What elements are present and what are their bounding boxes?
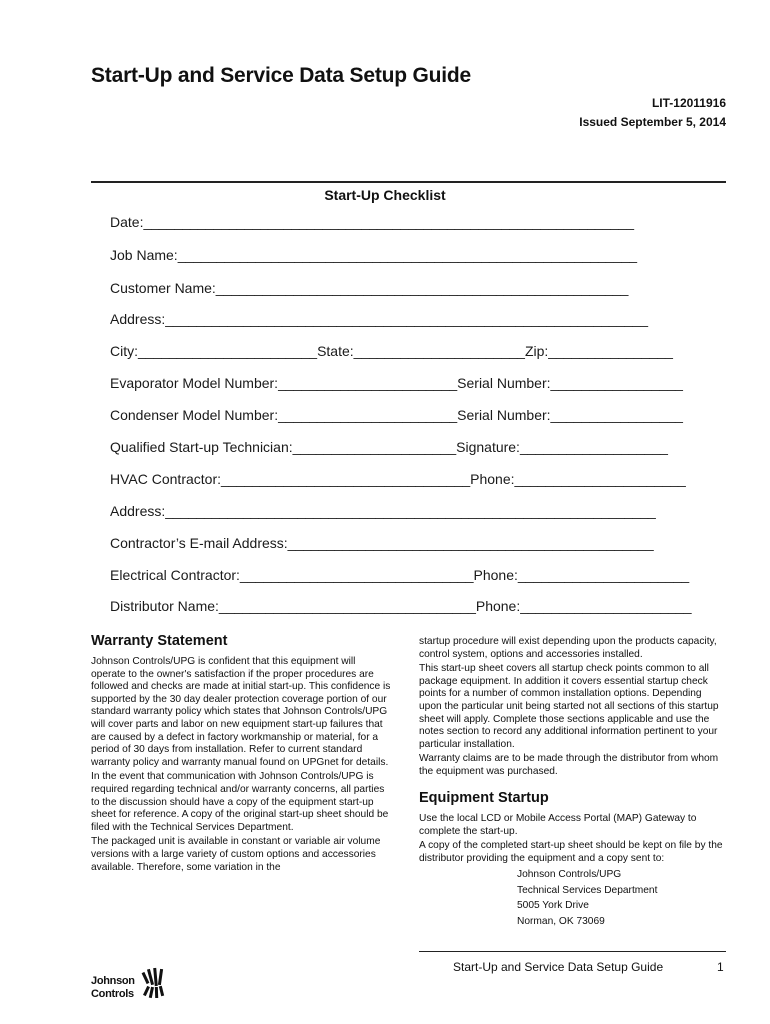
field-address[interactable]: Address:______________________________________________________________ [110, 311, 648, 327]
equipment-paragraph: Use the local LCD or Mobile Access Portal (MAP) Gateway to complete the start-up. [419, 813, 697, 837]
top-rule [91, 181, 726, 183]
checklist-title: Start-Up Checklist [324, 187, 446, 203]
lit-number: LIT-12011916 [651, 96, 726, 110]
logo-line-1: Johnson [91, 975, 135, 987]
mailing-address [419, 867, 727, 929]
warranty-continued-column [419, 636, 727, 781]
bottom-rule [419, 951, 726, 952]
warranty-paragraph: Johnson Controls/UPG is confident that this equipment will operate to the owner's satisfaction if the proper procedures are followed and checks are made at initial start-up. This confidence is supported by the 30 day dealer protection coverage portion of our standard warranty policy which states that Johnson Controls/UPG will cover parts and labor on new equipment start-up failures that are caused by a defect in factory workmanship or material, for a period of 30 days from installation. Refer to current standard warranty policy and warranty manual found on UPGnet for details. [91, 656, 391, 768]
field-contractor-email[interactable]: Contractor’s E-mail Address:_______________________________________________ [110, 535, 654, 551]
field-city-state-zip[interactable]: City:_______________________State:______________________Zip:________________ [110, 343, 673, 359]
equipment-startup-column [419, 813, 727, 929]
warranty-paragraph: The packaged unit is available in constant or variable air volume versions with a large variety of custom options and accessories available. Therefore, some variation in the [91, 836, 381, 873]
field-contractor-address[interactable]: Address:_______________________________________________________________ [110, 503, 656, 519]
field-date[interactable]: Date:_______________________________________________________________ [110, 214, 634, 230]
warranty-paragraph: In the event that communication with Johnson Controls/UPG is required regarding technical and/or warranty concerns, all parties to the discussion should have a copy of the equipment start-up sheet for reference. A copy of the original start-up sheet should be filed with the Technical Services Department. [91, 771, 389, 833]
field-condenser-model[interactable]: Condenser Model Number:_______________________Serial Number:_________________ [110, 407, 683, 423]
field-evaporator-model[interactable]: Evaporator Model Number:_______________________Serial Number:_________________ [110, 375, 683, 391]
field-job-name[interactable]: Job Name:___________________________________________________________ [110, 247, 638, 263]
field-hvac-contractor[interactable]: HVAC Contractor:________________________________Phone:______________________ [110, 471, 686, 487]
issued-date: Issued September 5, 2014 [579, 115, 726, 129]
field-electrical-contractor[interactable]: Electrical Contractor:______________________________Phone:______________________ [110, 567, 690, 583]
logo-wordmark [91, 975, 135, 1001]
footer-title: Start-Up and Service Data Setup Guide [453, 960, 664, 974]
warranty-paragraph: startup procedure will exist depending upon the products capacity, control system, options and accessories installed. [419, 636, 717, 660]
field-distributor-name[interactable]: Distributor Name:_________________________________Phone:______________________ [110, 598, 692, 614]
johnson-controls-logo-icon [141, 966, 167, 1000]
address-line: Johnson Controls/UPG [517, 869, 622, 881]
warranty-column [91, 656, 391, 876]
equipment-paragraph: A copy of the completed start-up sheet should be kept on file by the distributor providing the equipment and a copy sent to: [419, 840, 723, 864]
document-title: Start-Up and Service Data Setup Guide [91, 64, 472, 87]
warranty-paragraph: This start-up sheet covers all startup check points common to all package equipment. In addition it covers essential startup check points for a number of common installation options. Depending upon the particular unit being started not all sections of this startup sheet will apply. Complete those sections applicable and use the notes section to record any additional information pertinent to your particular installation. [419, 663, 719, 750]
address-line: 5005 York Drive [517, 900, 589, 912]
address-line: Technical Services Department [517, 884, 658, 896]
page-number: 1 [717, 960, 724, 974]
address-line: Norman, OK 73069 [517, 915, 605, 927]
field-technician[interactable]: Qualified Start-up Technician:_____________________Signature:___________________ [110, 439, 668, 455]
equipment-startup-heading: Equipment Startup [419, 790, 549, 806]
warranty-paragraph: Warranty claims are to be made through the distributor from whom the equipment was purchased. [419, 753, 719, 777]
logo-line-2: Controls [91, 988, 134, 1000]
field-customer-name[interactable]: Customer Name:_____________________________________________________ [110, 280, 629, 296]
warranty-heading: Warranty Statement [91, 633, 228, 649]
johnson-controls-logo [91, 966, 171, 1006]
